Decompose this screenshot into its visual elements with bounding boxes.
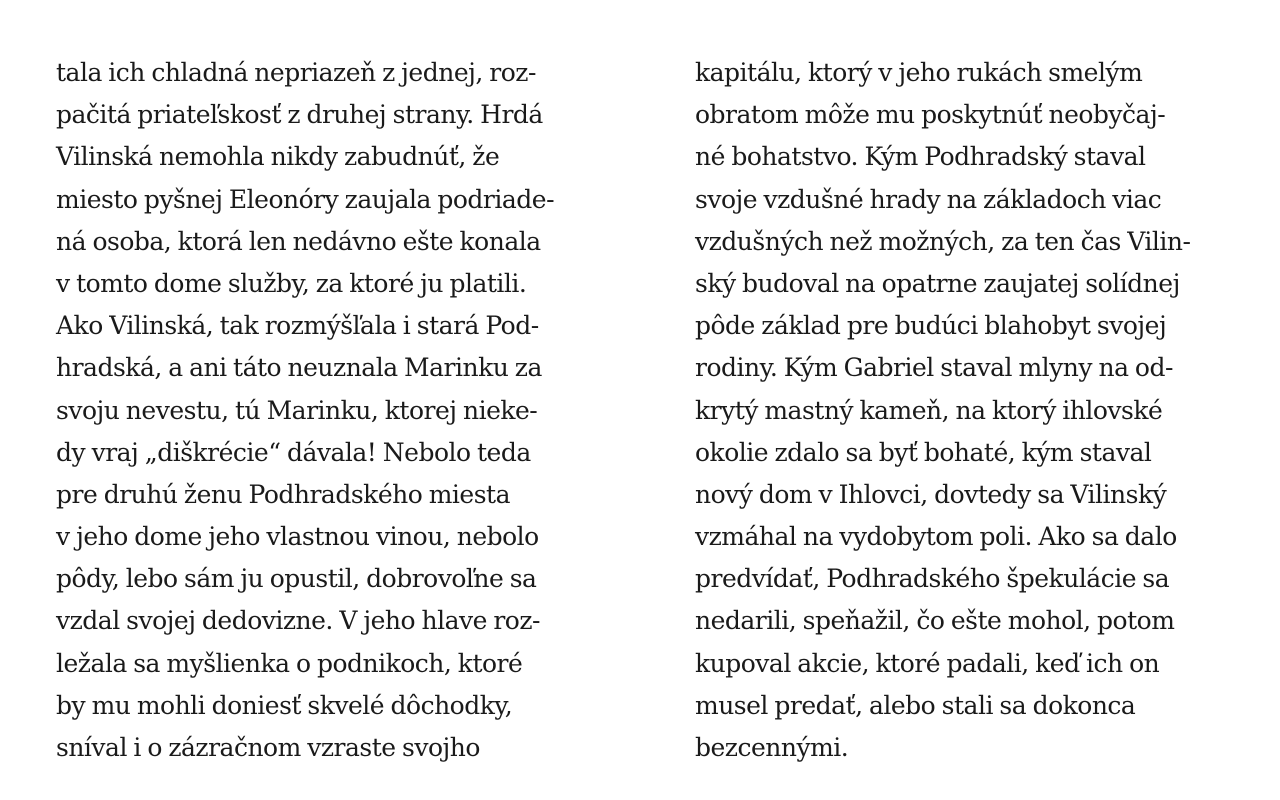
text-line: dy vraj „diškrécie“ dávala! Nebolo teda [56,437,531,467]
text-line: pre druhú ženu Podhradského miesta [56,479,510,509]
text-line: by mu mohli doniesť skvelé dôchodky, [56,690,513,720]
text-line: pôdy, lebo sám ju opustil, dobrovoľne sa [56,564,537,594]
text-line: okolie zdalo sa byť bohaté, kým staval [695,437,1152,467]
text-line: nedarili, speňažil, čo ešte mohol, potom [695,606,1175,636]
text-line: krytý mastný kameň, na ktorý ihlovské [695,395,1163,425]
text-line: Ako Vilinská, tak rozmýšľala i stará Pod- [56,311,539,341]
text-line: bezcennými. [695,733,849,762]
text-line: vzdušných než možných, za ten čas Vilin- [695,226,1191,256]
text-line: musel predať, alebo stali sa dokonca [695,690,1136,720]
text-line: kupoval akcie, ktoré padali, keď ich on [695,648,1160,678]
text-line: svoje vzdušné hrady na základoch viac [695,184,1162,214]
text-line: svoju nevestu, tú Marinku, ktorej nieke- [56,395,538,425]
text-line: ná osoba, ktorá len nedávno ešte konala [56,226,541,256]
text-line: v tomto dome služby, za ktoré ju platili. [56,268,527,298]
left-text-column [56,52,616,769]
text-line: hradská, a ani táto neuznala Marinku za [56,353,542,383]
text-line: tala ich chladná nepriazeň z jednej, roz- [56,58,536,87]
text-line: Vilinská nemohla nikdy zabudnúť, že [56,142,500,172]
text-line: vzdal svojej dedovizne. V jeho hlave roz- [56,606,540,636]
text-line: obratom môže mu poskytnúť neobyčaj- [695,100,1166,130]
text-line: ský budoval na opatrne zaujatej solídnej [695,268,1180,298]
text-line: vzmáhal na vydobytom poli. Ako sa dalo [695,522,1177,552]
text-line: pačitá priateľskosť z druhej strany. Hrdá [56,100,543,130]
text-line: kapitálu, ktorý v jeho rukách smelým [695,58,1143,87]
text-line: sníval i o zázračnom vzraste svojho [56,733,480,762]
text-line: rodiny. Kým Gabriel staval mlyny na od- [695,353,1173,383]
text-line: nový dom v Ihlovci, dovtedy sa Vilinský [695,479,1167,509]
text-line: ležala sa myšlienka o podnikoch, ktoré [56,648,523,678]
text-line: pôde základ pre budúci blahobyt svojej [695,311,1167,341]
text-line: né bohatstvo. Kým Podhradský staval [695,142,1146,172]
right-text-column [695,52,1255,769]
text-line: v jeho dome jeho vlastnou vinou, nebolo [56,522,539,552]
text-line: miesto pyšnej Eleonóry zaujala podriade- [56,184,555,214]
text-line: predvídať, Podhradského špekulácie sa [695,564,1170,594]
